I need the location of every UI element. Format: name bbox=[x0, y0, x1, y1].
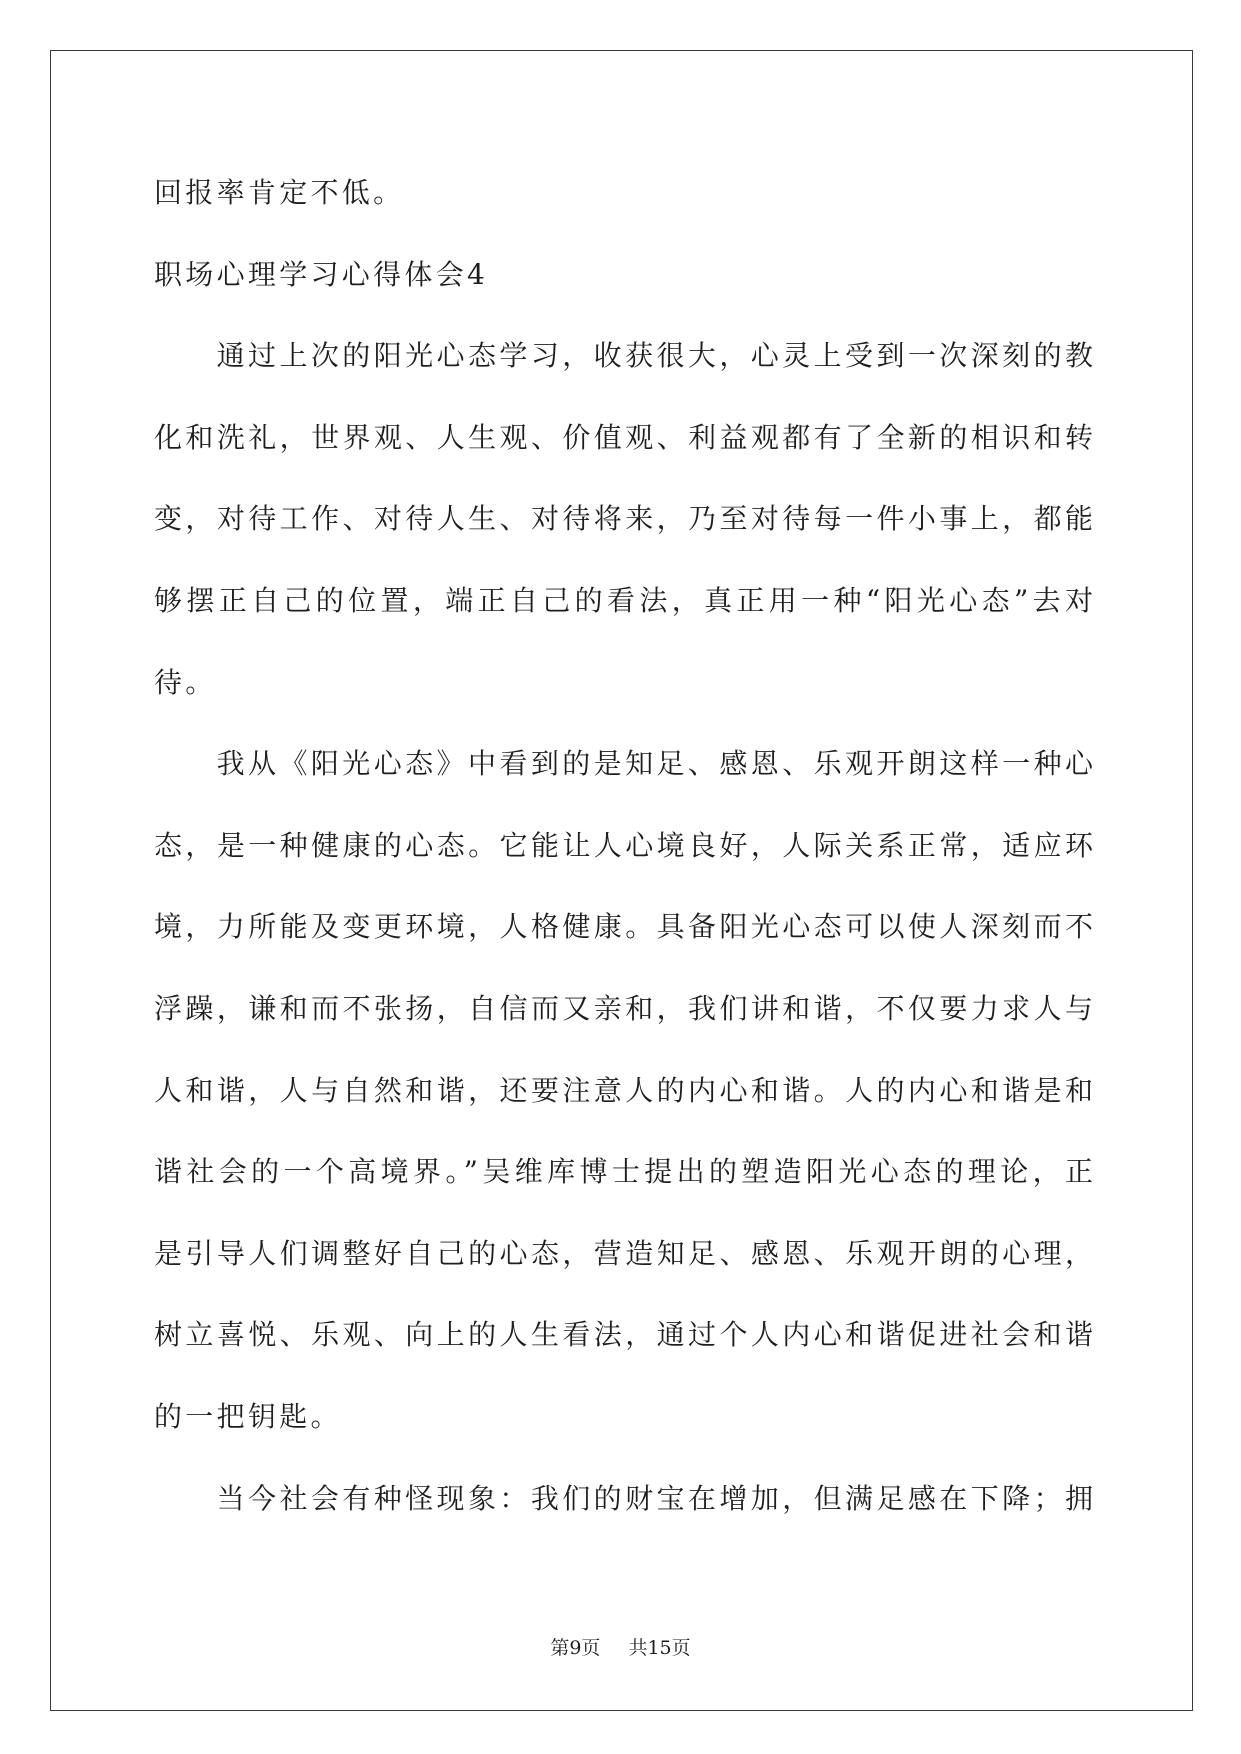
page-footer bbox=[0, 1636, 1241, 1660]
paragraph-line: 我从《阳光心态》中看到的是知足、感恩、乐观开朗这样一种心 bbox=[216, 747, 1093, 781]
paragraph-line: 是引导人们调整好自己的心态，营造知足、感恩、乐观开朗的心理， bbox=[154, 1236, 1093, 1270]
paragraph-line: 当今社会有种怪现象：我们的财宝在增加，但满足感在下降；拥 bbox=[216, 1481, 1093, 1515]
paragraph-line: 的一把钥匙。 bbox=[154, 1399, 342, 1433]
paragraph-line: 待。 bbox=[154, 665, 217, 699]
paragraph-line: 人和谐，人与自然和谐，还要注意人的内心和谐。人的内心和谐是和 bbox=[154, 1073, 1093, 1107]
paragraph-line: 够摆正自己的位置，端正自己的看法，真正用一种“阳光心态”去对 bbox=[154, 583, 1093, 617]
paragraph-line: 通过上次的阳光心态学习，收获很大，心灵上受到一次深刻的教 bbox=[216, 339, 1093, 373]
page-total: 共15页 bbox=[628, 1637, 691, 1659]
paragraph-line: 变，对待工作、对待人生、对待将来，乃至对待每一件小事上，都能 bbox=[154, 502, 1093, 536]
continuation-text: 回报率肯定不低。 bbox=[154, 176, 405, 209]
paragraph-line: 浮躁，谦和而不张扬，自信而又亲和，我们讲和谐，不仅要力求人与 bbox=[154, 991, 1093, 1025]
paragraph-line: 化和洗礼，世界观、人生观、价值观、利益观都有了全新的相识和转 bbox=[154, 420, 1093, 454]
paragraph-3 bbox=[154, 1458, 1093, 1540]
document-body bbox=[154, 152, 1093, 1539]
paragraph-2 bbox=[154, 723, 1093, 1457]
paragraph-1 bbox=[154, 315, 1093, 723]
section-heading: 职场心理学习心得体会4 bbox=[154, 257, 489, 291]
page-number: 第9页 bbox=[550, 1637, 601, 1659]
paragraph-line: 态，是一种健康的心态。它能让人心境良好，人际关系正常，适应环 bbox=[154, 828, 1093, 862]
paragraph-line: 树立喜悦、乐观、向上的人生看法，通过个人内心和谐促进社会和谐 bbox=[154, 1318, 1093, 1352]
paragraph-line: 境，力所能及变更环境，人格健康。具备阳光心态可以使人深刻而不 bbox=[154, 910, 1093, 944]
paragraph-line: 谐社会的一个高境界。”吴维库博士提出的塑造阳光心态的理论，正 bbox=[154, 1155, 1093, 1189]
